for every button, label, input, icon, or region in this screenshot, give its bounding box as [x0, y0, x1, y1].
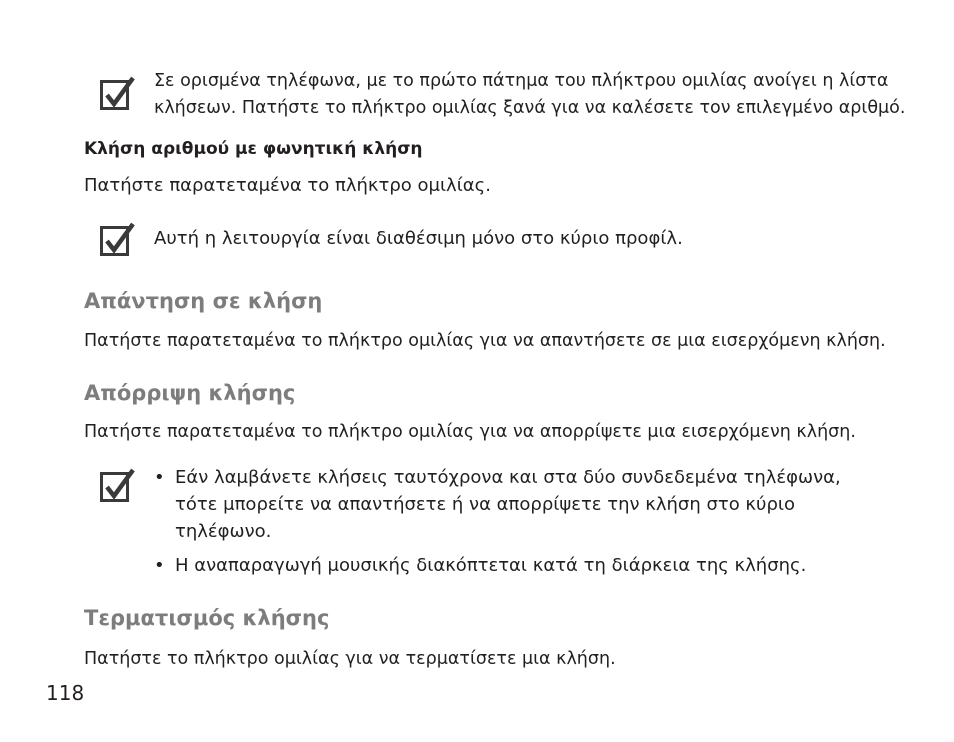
bullet-text: Εάν λαμβάνετε κλήσεις ταυτόχρονα και στα δύο συνδεδεμένα τηλέφωνα, τότε μπορείτε να απαντήσετε ή να απορρίψετε την κλήση στο κύριο τηλέφωνο.: [175, 467, 841, 542]
section-heading-reject: Απόρριψη κλήσης: [84, 381, 296, 405]
note-bullet-list: [154, 464, 854, 586]
reject-call-text: Πατήστε παρατεταμένα το πλήκτρο ομιλίας για να απορρίψετε μια εισερχόμενη κλήση.: [84, 422, 856, 442]
voice-dial-text: Πατήστε παρατεταμένα το πλήκτρο ομιλίας.: [84, 175, 491, 196]
bullet-text: Η αναπαραγωγή μουσικής διακόπτεται κατά τη διάρκεια της κλήσης.: [175, 555, 807, 576]
bullet-symbol: •: [154, 555, 165, 576]
bullet-symbol: •: [154, 467, 165, 488]
list-item: [154, 464, 854, 545]
end-call-text: Πατήστε το πλήκτρο ομιλίας για να τερματίσετε μια κλήση.: [84, 649, 616, 669]
check-box-icon: [100, 468, 134, 502]
note-text: [154, 68, 905, 122]
check-box-icon: [100, 222, 134, 256]
check-box-icon: [100, 76, 134, 110]
section-heading-answer: Απάντηση σε κλήση: [84, 289, 323, 313]
page-number: 118: [46, 681, 85, 705]
list-item: [154, 552, 854, 579]
answer-call-text: Πατήστε παρατεταμένα το πλήκτρο ομιλίας για να απαντήσετε σε μια εισερχόμενη κλήση.: [84, 331, 886, 351]
note-line: Σε ορισμένα τηλέφωνα, με το πρώτο πάτημα του πλήκτρου ομιλίας ανοίγει η λίστα: [154, 71, 889, 91]
section-heading-end: Τερματισμός κλήσης: [84, 606, 330, 630]
voice-dial-heading: Κλήση αριθμού με φωνητική κλήση: [84, 139, 423, 159]
note-text: Αυτή η λειτουργία είναι διαθέσιμη μόνο στο κύριο προφίλ.: [154, 228, 683, 249]
note-line: κλήσεων. Πατήστε το πλήκτρο ομιλίας ξανά για να καλέσετε τον επιλεγμένο αριθμό.: [154, 98, 906, 118]
